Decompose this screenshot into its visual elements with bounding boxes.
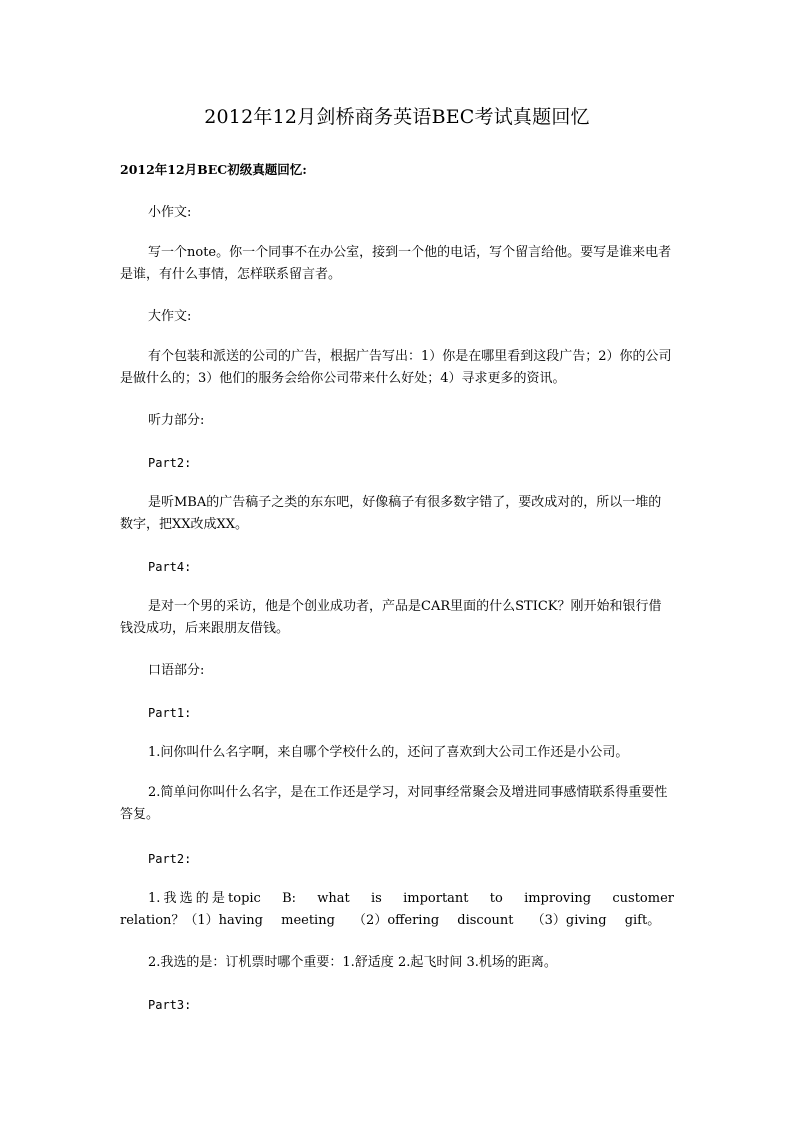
paragraph-speaking-part1-item1: 1.问你叫什么名字啊，来自哪个学校什么的，还问了喜欢到大公司工作还是小公司。 bbox=[148, 745, 629, 760]
paragraph-writing-short-body: 写一个note。你一个同事不在办公室，接到一个他的电话，写个留言给他。要写是谁来电者是谁，有什么事情，怎样联系留言者。 bbox=[120, 245, 672, 282]
paragraph-writing-short-heading: 小作文: bbox=[148, 205, 192, 220]
paragraph-writing-long-heading: 大作文: bbox=[148, 309, 192, 324]
paragraph-listening-part2-body: 是听MBA的广告稿子之类的东东吧，好像稿子有很多数字错了，要改成对的，所以一堆的数字，把XX改成XX。 bbox=[120, 495, 662, 532]
document-title: 2012年12月剑桥商务英语BEC考试真题回忆 bbox=[204, 106, 590, 128]
paragraph-speaking-part1-item2: 2.简单问你叫什么名字，是在工作还是学习，对同事经常聚会及增进同事感情联系得重要性答复。 bbox=[120, 785, 668, 822]
paragraph-speaking-part2-item1: 1.我选的是topic B: what is important to improving customer relation？（1）having meeting （2）offering discount （3）giving gift。 bbox=[120, 891, 674, 928]
paragraph-speaking-part1-label: Part1: bbox=[148, 706, 192, 720]
paragraph-speaking-part2-label: Part2: bbox=[148, 852, 192, 866]
section-heading: 2012年12月BEC初级真题回忆: bbox=[120, 162, 307, 177]
paragraph-listening-part2-label: Part2: bbox=[148, 456, 192, 470]
paragraph-speaking-part2-item2: 2.我选的是：订机票时哪个重要：1.舒适度 2.起飞时间 3.机场的距离。 bbox=[148, 955, 557, 970]
paragraph-writing-long-body: 有个包装和派送的公司的广告，根据广告写出：1）你是在哪里看到这段广告；2）你的公司是做什么的；3）他们的服务会给你公司带来什么好处；4）寻求更多的资讯。 bbox=[120, 349, 672, 386]
paragraph-listening-part4-body: 是对一个男的采访，他是个创业成功者，产品是CAR里面的什么STICK？刚开始和银行借钱没成功，后来跟朋友借钱。 bbox=[120, 599, 662, 636]
paragraph-listening-heading: 听力部分: bbox=[148, 413, 205, 428]
paragraph-listening-part4-label: Part4: bbox=[148, 560, 192, 574]
paragraph-speaking-part3-label: Part3: bbox=[148, 998, 192, 1012]
paragraph-speaking-heading: 口语部分: bbox=[148, 663, 205, 678]
